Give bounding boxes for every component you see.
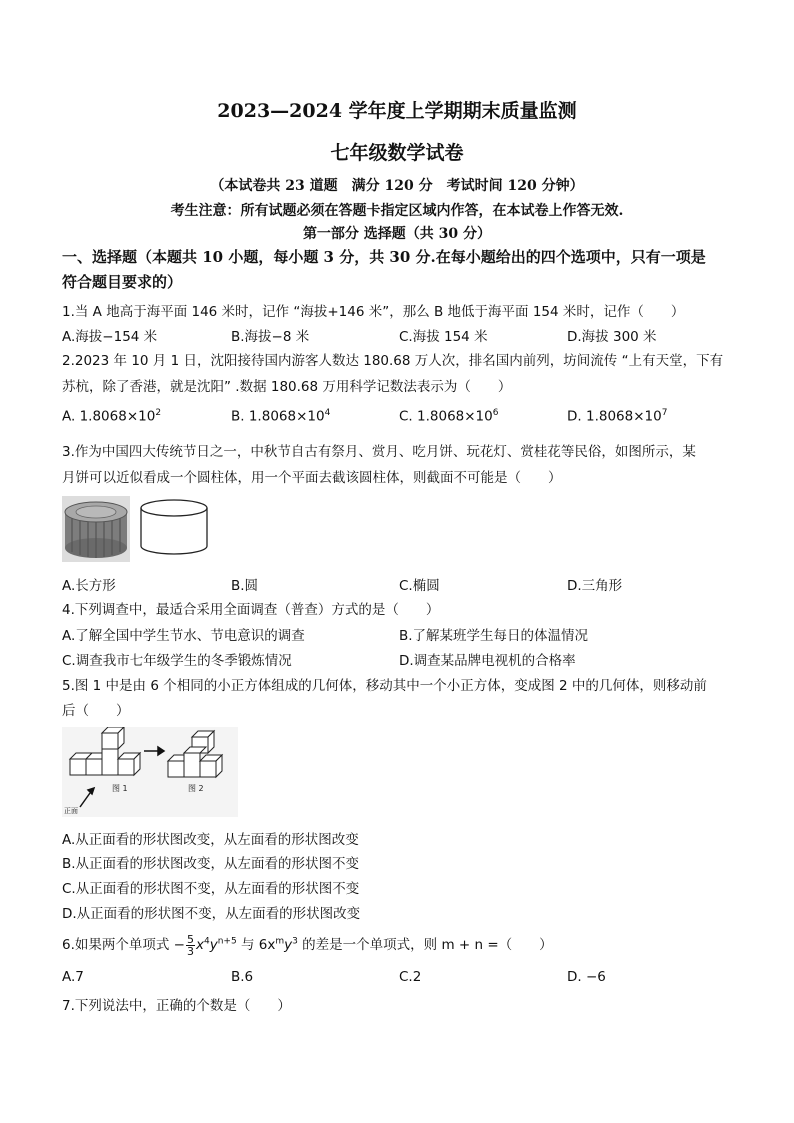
q1-text: 1.当 A 地高于海平面 146 米时，记作 “海拔+146 米”，那么 B 地低于海平面 154 米时，记作（ ） — [62, 304, 685, 320]
q3-option-b: B.圆 — [231, 578, 259, 594]
q6-option-a: A.7 — [62, 969, 84, 985]
q2-text-line2: 苏杭，除了香港，就是沈阳” .数据 180.68 万用科学记数法表示为（ ） — [62, 379, 512, 395]
q5-option-d: D.从正面看的形状图不变，从左面看的形状图改变 — [62, 906, 361, 922]
exam-notice: 考生注意：所有试题必须在答题卡指定区域内作答，在本试卷上作答无效. — [170, 203, 624, 219]
mooncake-image — [62, 496, 130, 562]
q5-text-line1: 5.图 1 中是由 6 个相同的小正方体组成的几何体，移动其中一个小正方体，变成图 2 中的几何体，则移动前 — [62, 678, 707, 694]
fig2-label: 图 2 — [188, 784, 204, 793]
q1-option-a: A.海拔−154 米 — [62, 329, 158, 345]
cylinder-drawing — [141, 500, 207, 554]
mooncake-cylinder-figure — [62, 496, 222, 562]
q1-option-d: D.海拔 300 米 — [567, 329, 657, 345]
q6-option-b: B.6 — [231, 969, 254, 985]
q3-option-d: D.三角形 — [567, 578, 623, 594]
q6-text: 6.如果两个单项式 − $\frac{5}{3}$ $x^4y^{n+5}$ 与 $6x^my^3$ 的差是一个单项式，则 m + n =（ ） — [62, 932, 553, 958]
exam-subtitle: 七年级数学试卷 — [330, 142, 464, 164]
q7-text: 7.下列说法中，正确的个数是（ ） — [62, 998, 291, 1014]
cubes-figure — [62, 727, 238, 817]
q6-fraction: $\frac{5}{3}$ — [186, 932, 194, 958]
q3-option-c: C.椭圆 — [399, 578, 440, 594]
exam-title: 2023—2024 学年度上学期期末质量监测 — [217, 100, 577, 122]
q5-option-c: C.从正面看的形状图不变，从左面看的形状图不变 — [62, 881, 360, 897]
q4-option-d: D.调查某品牌电视机的合格率 — [399, 653, 576, 669]
section-heading-line1: 一、选择题（本题共 10 小题，每小题 3 分，共 30 分.在每小题给出的四个选项中，只有一项是 — [62, 248, 706, 266]
q5-option-b: B.从正面看的形状图改变，从左面看的形状图不变 — [62, 856, 360, 872]
section-heading-line2: 符合题目要求的） — [62, 273, 183, 291]
q6-option-c: C.2 — [399, 969, 422, 985]
q3-text-line2: 月饼可以近似看成一个圆柱体，用一个平面去截该圆柱体，则截面不可能是（ ） — [62, 470, 562, 486]
q4-option-c: C.调查我市七年级学生的冬季锻炼情况 — [62, 653, 292, 669]
q2-option-b: B. $1.8068\times 10^4$ — [231, 408, 331, 425]
front-label: 正面 — [64, 807, 78, 815]
q6-option-d: D. −6 — [567, 969, 606, 985]
q3-option-a: A.长方形 — [62, 578, 116, 594]
q5-option-a: A.从正面看的形状图改变，从左面看的形状图改变 — [62, 832, 359, 848]
fig1-label: 图 1 — [112, 784, 128, 793]
q3-text-line1: 3.作为中国四大传统节日之一，中秋节自古有祭月、赏月、吃月饼、玩花灯、赏桂花等民俗，如图所示，某 — [62, 444, 696, 460]
q2-text-line1: 2.2023 年 10 月 1 日，沈阳接待国内游客人数达 180.68 万人次，排名国内前列，坊间流传 “上有天堂，下有 — [62, 353, 724, 369]
q4-option-b: B.了解某班学生每日的体温情况 — [399, 628, 589, 644]
q2-option-a: A. $1.8068\times 10^2$ — [62, 408, 162, 425]
part-heading: 第一部分 选择题（共 30 分） — [302, 226, 492, 242]
q2-option-d: D. $1.8068\times 10^7$ — [567, 408, 668, 425]
exam-info: （本试卷共 23 道题 满分 120 分 考试时间 120 分钟） — [210, 178, 584, 194]
q4-text: 4.下列调查中，最适合采用全面调查（普查）方式的是（ ） — [62, 602, 440, 618]
q1-option-c: C.海拔 154 米 — [399, 329, 488, 345]
q2-option-c: C. $1.8068\times 10^6$ — [399, 408, 499, 425]
q4-option-a: A.了解全国中学生节水、节电意识的调查 — [62, 628, 305, 644]
q5-text-line2: 后（ ） — [62, 703, 130, 719]
q1-option-b: B.海拔−8 米 — [231, 329, 310, 345]
